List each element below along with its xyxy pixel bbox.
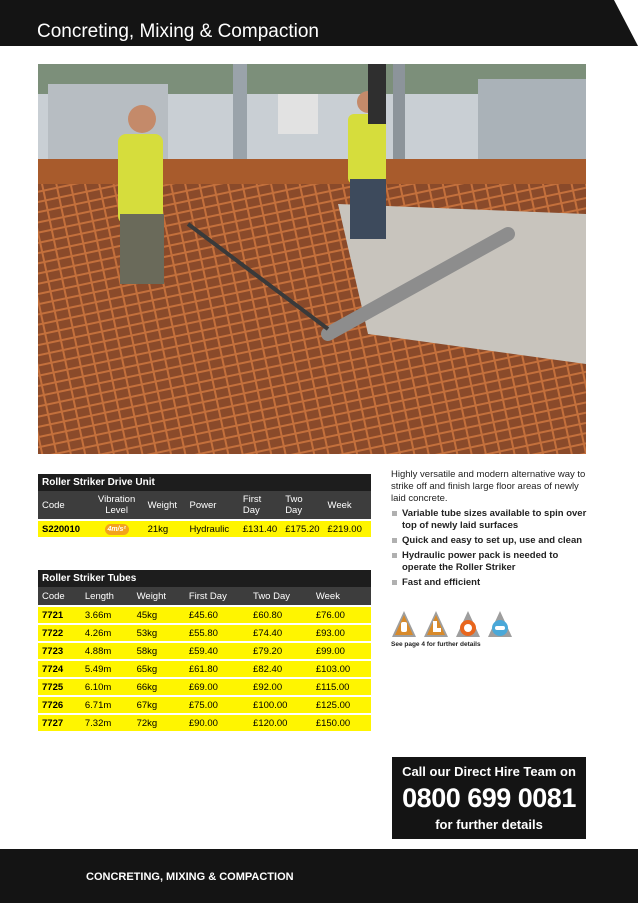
week-price: £125.00 — [312, 696, 371, 714]
product-description — [391, 469, 591, 589]
ear-protection-icon — [455, 610, 481, 638]
first-day-price: £131.40 — [239, 520, 281, 537]
table-row — [38, 642, 371, 660]
product-code: 7723 — [38, 642, 81, 660]
first-day-price: £90.00 — [185, 714, 249, 731]
week-price: £115.00 — [312, 678, 371, 696]
two-day-price: £82.40 — [249, 660, 312, 678]
two-day-price: £100.00 — [249, 696, 312, 714]
weight-cell: 53kg — [133, 624, 185, 642]
column-header: Week — [324, 491, 371, 520]
weight-cell: 72kg — [133, 714, 185, 731]
weight-cell: 21kg — [144, 520, 186, 537]
page-header — [0, 0, 638, 46]
two-day-price: £120.00 — [249, 714, 312, 731]
roller-striker-photo — [38, 64, 586, 454]
tubes-table — [38, 570, 371, 731]
product-code: 7721 — [38, 606, 81, 624]
product-photo — [38, 64, 586, 454]
length-cell: 4.88m — [81, 642, 133, 660]
length-cell: 5.49m — [81, 660, 133, 678]
length-cell: 6.71m — [81, 696, 133, 714]
length-cell: 7.32m — [81, 714, 133, 731]
feature-item: Hydraulic power pack is needed to operate the Roller Striker — [391, 550, 591, 574]
feature-item: Variable tube sizes available to spin over top of newly laid surfaces — [391, 508, 591, 532]
phone-number[interactable]: 0800 699 0081 — [402, 783, 576, 813]
column-header: Two Day — [249, 587, 312, 606]
feature-item: Quick and easy to set up, use and clean — [391, 535, 591, 547]
product-code: 7722 — [38, 624, 81, 642]
column-header: Two Day — [281, 491, 323, 520]
table-row — [38, 520, 371, 537]
hire-team-callout — [392, 757, 586, 839]
bullet-icon — [392, 553, 397, 558]
safety-icons — [391, 610, 521, 644]
first-day-price: £75.00 — [185, 696, 249, 714]
two-day-price: £92.00 — [249, 678, 312, 696]
first-day-price: £45.60 — [185, 606, 249, 624]
bullet-icon — [392, 538, 397, 543]
header-corner-notch — [614, 0, 638, 46]
product-code: 7727 — [38, 714, 81, 731]
footer-section-title: CONCRETING, MIXING & COMPACTION — [86, 871, 294, 883]
drive-unit-caption: Roller Striker Drive Unit — [38, 474, 371, 491]
column-header: Weight — [133, 587, 185, 606]
column-header: Code — [38, 587, 81, 606]
description-intro: Highly versatile and modern alternative way to strike off and finish large floor areas of newly laid concrete. — [391, 469, 586, 504]
column-header: Length — [81, 587, 133, 606]
power-cell: Hydraulic — [186, 520, 239, 537]
two-day-price: £175.20 — [281, 520, 323, 537]
week-price: £93.00 — [312, 624, 371, 642]
weight-cell: 58kg — [133, 642, 185, 660]
column-header: Vibration Level — [90, 491, 144, 520]
product-code: 7725 — [38, 678, 81, 696]
page-title: Concreting, Mixing & Compaction — [37, 21, 319, 42]
column-header: First Day — [185, 587, 249, 606]
column-header: Code — [38, 491, 90, 520]
feature-list — [391, 508, 591, 589]
week-price: £219.00 — [324, 520, 371, 537]
table-row — [38, 678, 371, 696]
week-price: £103.00 — [312, 660, 371, 678]
first-day-price: £55.80 — [185, 624, 249, 642]
callout-line-1: Call our Direct Hire Team on — [402, 764, 576, 779]
weight-cell: 66kg — [133, 678, 185, 696]
goggles-icon — [487, 610, 513, 638]
drive-unit-table — [38, 474, 371, 537]
column-header: First Day — [239, 491, 281, 520]
bullet-icon — [392, 580, 397, 585]
table-row — [38, 624, 371, 642]
table-row — [38, 696, 371, 714]
vibration-badge: 4m/s² — [105, 524, 129, 535]
week-price: £76.00 — [312, 606, 371, 624]
bullet-icon — [392, 511, 397, 516]
length-cell: 4.26m — [81, 624, 133, 642]
first-day-price: £59.40 — [185, 642, 249, 660]
weight-cell: 45kg — [133, 606, 185, 624]
column-header: Weight — [144, 491, 186, 520]
table-row — [38, 606, 371, 624]
length-cell: 3.66m — [81, 606, 133, 624]
callout-line-2: for further details — [435, 817, 543, 832]
product-code: 7724 — [38, 660, 81, 678]
table-row — [38, 714, 371, 731]
tubes-caption: Roller Striker Tubes — [38, 570, 371, 587]
weight-cell: 65kg — [133, 660, 185, 678]
boot-icon — [423, 610, 449, 638]
first-day-price: £69.00 — [185, 678, 249, 696]
two-day-price: £74.40 — [249, 624, 312, 642]
week-price: £99.00 — [312, 642, 371, 660]
glove-icon — [391, 610, 417, 638]
two-day-price: £60.80 — [249, 606, 312, 624]
two-day-price: £79.20 — [249, 642, 312, 660]
product-code: S220010 — [38, 520, 90, 537]
table-row — [38, 660, 371, 678]
feature-item: Fast and efficient — [391, 577, 591, 589]
week-price: £150.00 — [312, 714, 371, 731]
column-header: Week — [312, 587, 371, 606]
page-footer — [0, 849, 638, 903]
see-page-note: See page 4 for further details — [391, 641, 481, 648]
column-header: Power — [186, 491, 239, 520]
product-code: 7726 — [38, 696, 81, 714]
length-cell: 6.10m — [81, 678, 133, 696]
weight-cell: 67kg — [133, 696, 185, 714]
first-day-price: £61.80 — [185, 660, 249, 678]
